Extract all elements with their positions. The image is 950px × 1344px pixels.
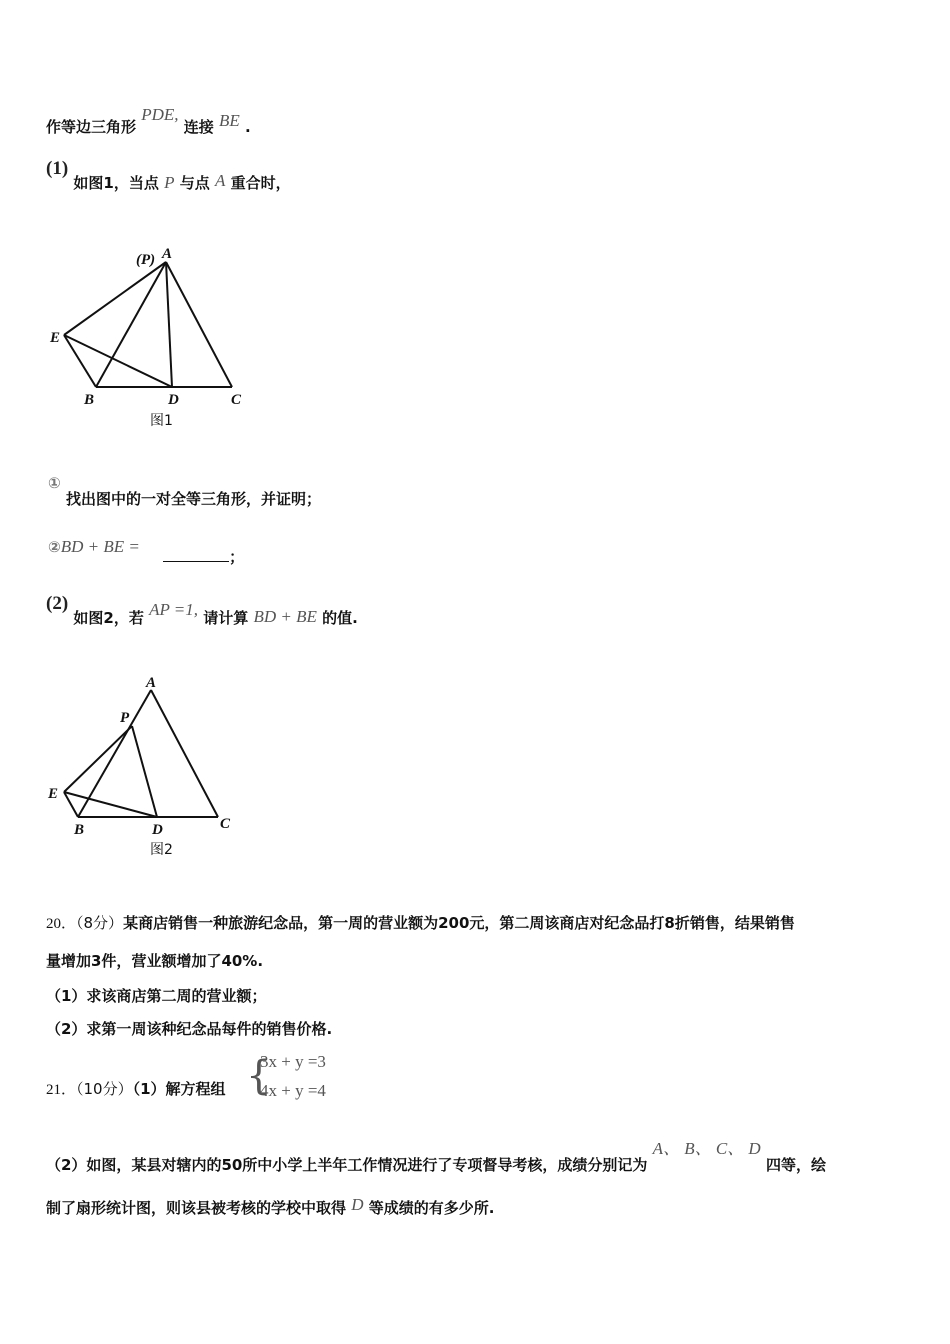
system-brace: {: [246, 1053, 272, 1099]
q21-line3: [46, 1197, 494, 1218]
fig2-label-d: D: [152, 822, 163, 838]
fig1-label-p: (P): [136, 252, 156, 268]
math-bd-be-2: BD + BE: [253, 607, 317, 626]
part1-label: (1): [46, 158, 69, 179]
fig2-label-a: A: [146, 675, 157, 691]
math-d: D: [351, 1195, 364, 1214]
q20-sub1: （1）求该商店第二周的营业额；: [46, 987, 267, 1005]
q21-line3-b: 等成绩的有多少所.: [368, 1199, 495, 1217]
fig1-label-e: E: [50, 330, 61, 346]
fig1-label-c: C: [231, 392, 242, 408]
part1-text-c: 重合时，: [230, 174, 291, 192]
fig2-line-pd: [132, 726, 157, 817]
part2-text-a: 如图2，若: [73, 609, 144, 627]
q21-num: 21．: [46, 1082, 77, 1098]
q20-text-1: 某商店销售一种旅游纪念品，第一周的营业额为200元，第二周该商店对纪念品打8折销售，结果销售: [123, 914, 795, 932]
q1-line: [48, 474, 321, 508]
q20-line1: [46, 912, 795, 933]
q1-marker: ①: [48, 474, 61, 492]
q21-part2-a: （2）如图，某县对辖内的50所中小学上半年工作情况进行了专项督导考核，成绩分别记为: [46, 1156, 648, 1174]
q21-score: （10分）: [76, 1080, 133, 1098]
math-bd-be: BD + BE =: [60, 537, 140, 556]
q21-line1: [46, 1078, 226, 1099]
q21-line3-a: 制了扇形统计图，则该县被考核的学校中取得: [46, 1199, 347, 1217]
fig2-caption: 图2: [150, 842, 173, 858]
math-be: BE: [219, 111, 240, 130]
fig1-line-ac: [166, 262, 232, 387]
intro-text: 作等边三角形: [46, 118, 137, 136]
math-pde: PDE,: [141, 105, 179, 124]
fig1-line-ea: [64, 262, 166, 335]
fig2-label-c: C: [220, 816, 231, 832]
q21-part2-b: 四等，绘: [765, 1156, 826, 1174]
part2-text-b: 请计算: [203, 609, 249, 627]
q21-line2: [46, 1134, 826, 1174]
math-ap: AP =1,: [149, 600, 198, 619]
fig2-line-ed: [64, 792, 157, 817]
fig1-label-b: B: [84, 392, 95, 408]
equation-1: 3x + y =3: [260, 1052, 326, 1071]
q20-sub2: （2）求第一周该种纪念品每件的销售价格.: [46, 1020, 333, 1038]
fig2-label-p: P: [120, 710, 130, 726]
fig1-label-d: D: [168, 392, 179, 408]
q1-text: 找出图中的一对全等三角形，并证明；: [65, 490, 321, 508]
q2-marker: ②: [48, 538, 61, 556]
intro-period: .: [245, 118, 251, 136]
part2-label: (2): [46, 593, 69, 614]
q2-line: [48, 536, 245, 566]
fig1-line-ad: [166, 262, 172, 387]
part1-text-a: 如图1，当点: [73, 174, 159, 192]
math-a: A: [214, 171, 226, 190]
intro-connect: 连接: [183, 118, 214, 136]
equation-2: 4x + y =4: [260, 1081, 326, 1100]
math-grades: A、 B、 C、 D: [652, 1139, 761, 1158]
q20-text-2: 量增加3件，营业额增加了40%.: [46, 952, 264, 970]
fig2-label-e: E: [48, 786, 59, 802]
part2-heading: [46, 593, 358, 627]
intro-line: [46, 105, 251, 137]
figure-2: [40, 672, 260, 862]
part2-text-c: 的值.: [322, 609, 358, 627]
fig1-label-a: A: [162, 246, 173, 262]
answer-blank[interactable]: [163, 547, 229, 562]
fig1-caption: 图1: [150, 413, 173, 429]
fig2-line-ac: [151, 690, 218, 817]
q20-num: 20．: [46, 916, 77, 932]
math-p: P: [164, 173, 175, 192]
q20-score: （8分）: [76, 914, 124, 932]
part1-text-b: 与点: [179, 174, 210, 192]
q21-part1: （1）解方程组: [132, 1080, 226, 1098]
q2-end: ；: [229, 548, 245, 566]
part1-heading: [46, 158, 291, 192]
figure-1: [40, 238, 260, 438]
fig2-label-b: B: [74, 822, 85, 838]
